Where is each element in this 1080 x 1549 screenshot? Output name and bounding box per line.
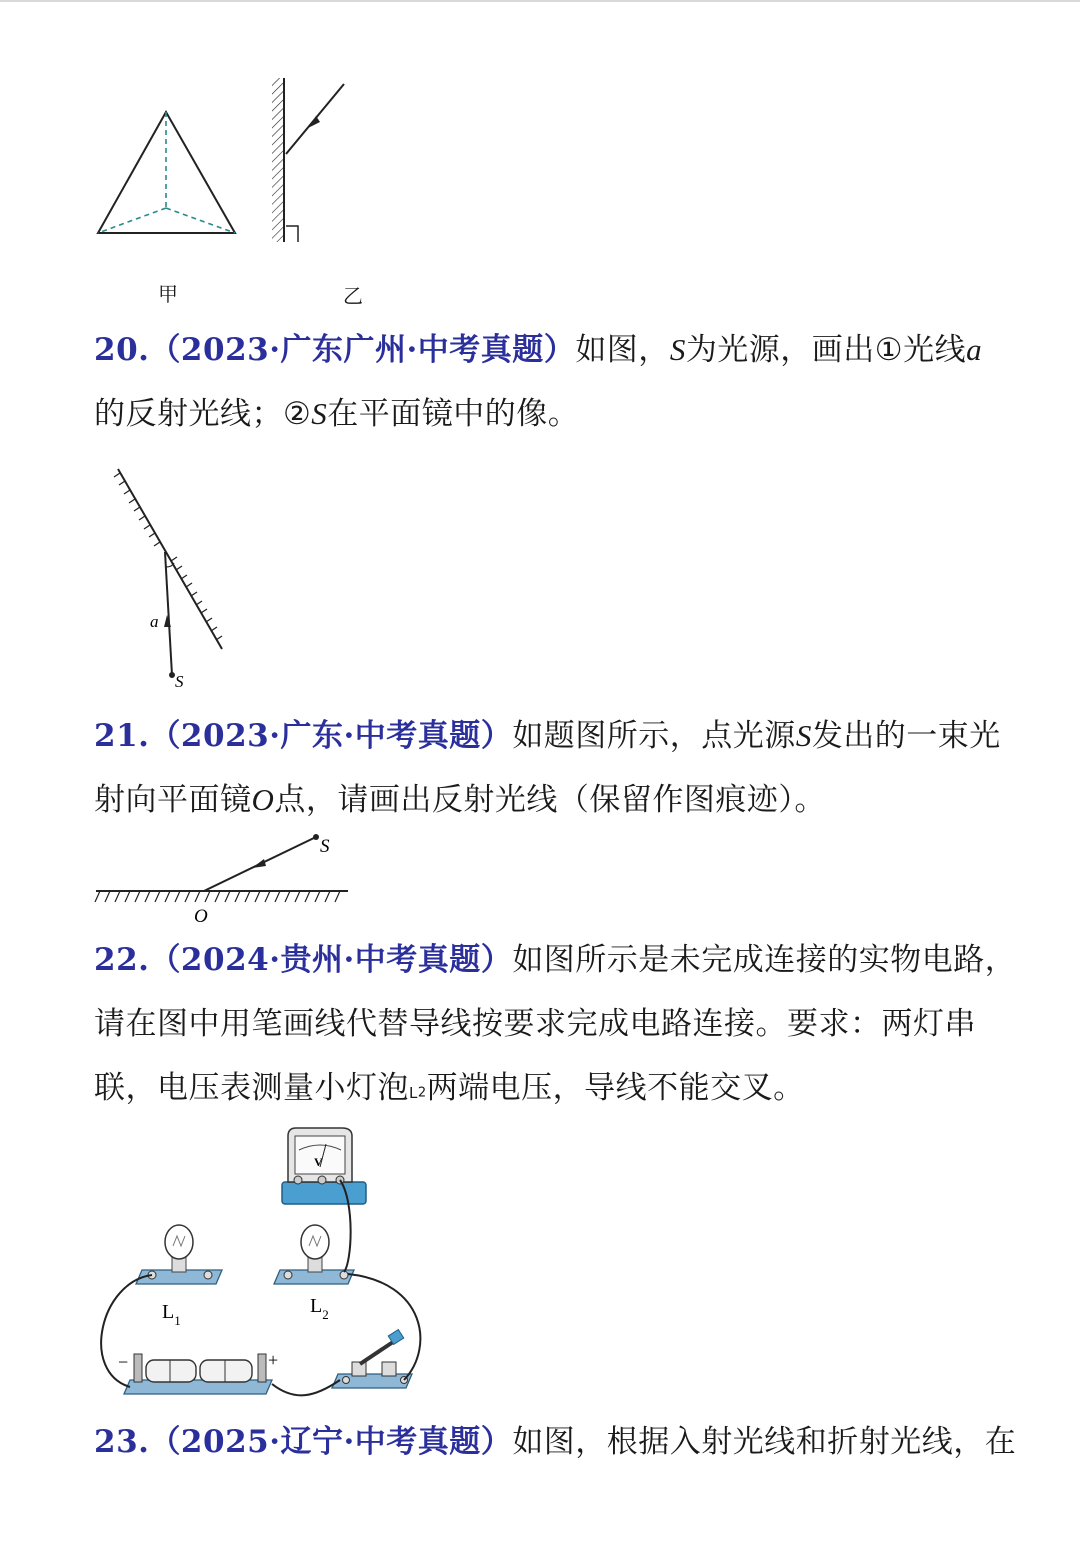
question-text: 的反射光线；② bbox=[94, 396, 312, 432]
voltmeter-label: V bbox=[314, 1155, 323, 1169]
voltmeter bbox=[282, 1128, 366, 1204]
top-rule bbox=[0, 0, 1080, 2]
knife-switch bbox=[332, 1330, 412, 1388]
ray-a bbox=[165, 552, 172, 675]
label-plus: + bbox=[268, 1350, 279, 1370]
battery-pack bbox=[124, 1354, 272, 1394]
caption-jia: 甲 bbox=[158, 282, 178, 306]
question-text: 两端电压，导线不能交叉。 bbox=[426, 1070, 805, 1106]
question-text: 如图所示是未完成连接的实物电路，请在图中用笔画线代替导线按要求完成电路连接。要求：两灯串联，电压表测量小灯泡 bbox=[94, 942, 1017, 1106]
label-o: O bbox=[194, 906, 208, 927]
question-number: 22. bbox=[94, 942, 150, 978]
inline-l2-subscript: 2 bbox=[417, 1085, 427, 1101]
ray-a-arrow bbox=[164, 615, 171, 627]
var-s: S bbox=[669, 332, 686, 367]
label-s: S bbox=[175, 672, 184, 691]
inline-l2 bbox=[409, 1084, 427, 1102]
question-source: （2024·贵州·中考真题） bbox=[149, 942, 513, 978]
label-a: a bbox=[150, 612, 159, 631]
question-number: 20. bbox=[94, 332, 150, 368]
label-minus: − bbox=[118, 1352, 129, 1372]
figure-19 bbox=[90, 72, 470, 242]
question-text: 为光源，画出①光线 bbox=[685, 332, 967, 368]
label-l1: $L_1$ bbox=[162, 1301, 181, 1328]
question-number: 21. bbox=[94, 718, 150, 754]
label-s: S bbox=[320, 836, 330, 857]
figure-20 bbox=[100, 455, 250, 695]
question-text: 如图，根据入射光线和折射光线，在 bbox=[512, 1424, 1017, 1460]
mirror-hatch bbox=[95, 891, 340, 902]
source-point-s bbox=[313, 834, 319, 840]
question-number: 23. bbox=[94, 1424, 150, 1460]
question-text: 如题图所示，点光源 bbox=[512, 718, 796, 754]
var-s: S bbox=[311, 396, 328, 431]
figure-22-circuit bbox=[90, 1122, 430, 1412]
var-s: S bbox=[795, 718, 812, 753]
question-text: 如图， bbox=[575, 332, 670, 368]
question-23 bbox=[94, 1410, 1024, 1474]
figure-21 bbox=[92, 828, 362, 928]
incident-ray-arrow bbox=[252, 859, 266, 868]
question-source: （2023·广东广州·中考真题） bbox=[149, 332, 576, 368]
triangle-jia bbox=[98, 112, 235, 233]
question-text: 在平面镜中的像。 bbox=[327, 396, 580, 432]
label-l2: $L_2$ bbox=[310, 1295, 329, 1322]
question-source: （2025·辽宁·中考真题） bbox=[149, 1424, 513, 1460]
question-20 bbox=[94, 318, 1024, 446]
corner-mirror-yi bbox=[272, 78, 450, 242]
question-source: （2023·广东·中考真题） bbox=[149, 718, 513, 754]
lamp-l2 bbox=[274, 1225, 354, 1284]
var-o: O bbox=[251, 782, 275, 817]
inline-l2-letter: L bbox=[409, 1084, 418, 1102]
question-22 bbox=[94, 928, 1024, 1126]
var-a: a bbox=[966, 332, 983, 367]
question-text: 点，请画出反射光线（保留作图痕迹）。 bbox=[274, 782, 826, 818]
question-text: 发出的一束光射向平面镜 bbox=[94, 718, 1001, 818]
question-21 bbox=[94, 704, 1024, 832]
caption-yi: 乙 bbox=[343, 284, 363, 308]
